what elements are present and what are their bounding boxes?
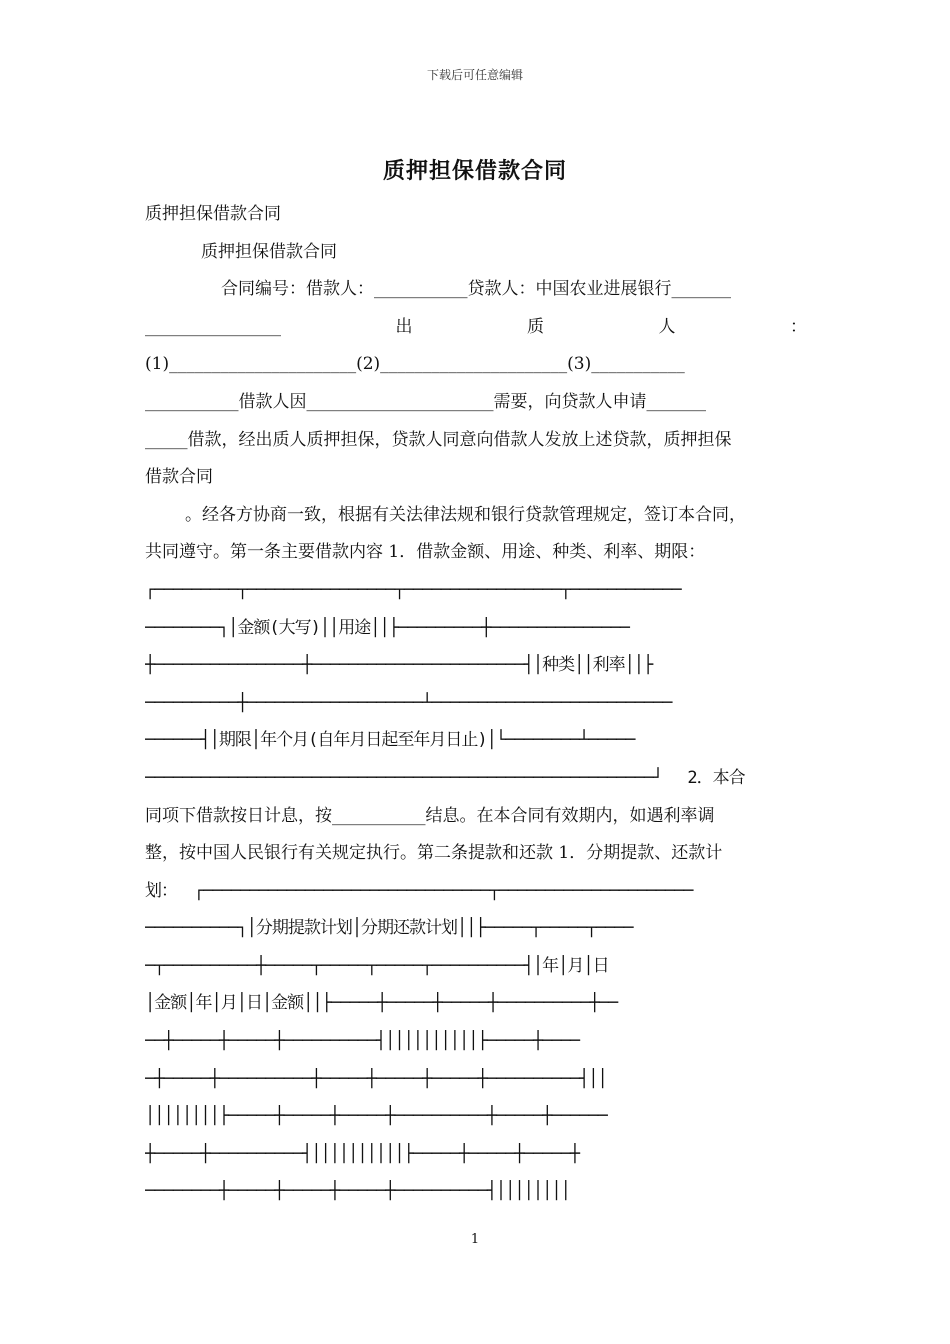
body-line: (1)______________________(2)______________________(3)___________: [145, 354, 685, 375]
table-text-line: ┌─────────┬────────────────┬─────────────────┬────────────: [145, 579, 681, 600]
body-line: 借款合同: [145, 467, 213, 488]
table-text-line: ────────┐│金额(大写)││用途││├─────────┼───────────────: [145, 617, 629, 638]
body-line: 质押担保借款合同: [201, 241, 337, 262]
table-text-line: ────────┼─────┼─────┼─────┼──────────┤││││││││: [145, 1181, 570, 1202]
table-text-line: ││││││││├─────┼─────┼─────┼──────────┼─────┼──────: [145, 1106, 607, 1127]
table-text-line: ──────┤│期限│年个月(自年月日起至年月日止)│└────────┴─────: [145, 730, 635, 751]
underline-blank: ________________: [145, 316, 281, 337]
document-title: 质押担保借款合同: [382, 158, 567, 184]
table-text-line: ──────────┐│分期提款计划│分期还款计划││├─────┬─────┬────: [145, 918, 633, 939]
document-body: [145, 196, 807, 1211]
table-text-line: ─┼─────┼──────────┼─────┼─────┼─────┼──────────┤││: [145, 1068, 607, 1089]
page-header-note: 下载后可任意编辑: [426, 68, 523, 82]
table-text-line: │金额│年│月│日│金额││├─────┼─────┼─────┼──────────┼──: [145, 993, 618, 1014]
body-line: 质押担保借款合同: [145, 204, 281, 224]
pledgor-line: [145, 309, 807, 347]
pledgor-char: 人: [658, 316, 676, 337]
table-text-line: 划： ┌───────────────────────────────┬─────────────────────: [145, 880, 693, 901]
pledgor-char: 质: [527, 316, 544, 337]
table-text-line: ───────────────────────────────────────────────────────┘ 2．本合: [145, 767, 745, 788]
body-line: ___________借款人因______________________需要，向贷款人申请_______: [145, 391, 706, 412]
table-text-line: ─┬──────────┼─────┬─────┬─────┬──────────┤│年│月│日: [145, 955, 609, 976]
table-text-line: ──────────┼───────────────────┴──────────────────────────: [145, 692, 672, 713]
body-line: 。经各方协商一致，根据有关法律法规和银行贷款管理规定，签订本合同，: [185, 504, 746, 525]
body-line: _____借款，经出质人质押担保，贷款人同意向借款人发放上述贷款，质押担保: [145, 429, 732, 450]
body-line: 整，按中国人民银行有关规定执行。第二条提款和还款 1．分期提款、还款计: [145, 843, 723, 864]
body-line: 同项下借款按日计息，按___________结息。在本合同有效期内，如遇利率调: [145, 805, 715, 826]
table-text-line: ──┼─────┼─────┼──────────┤││││││││││├─────┼────: [145, 1031, 580, 1052]
page-number: 1: [470, 1232, 480, 1247]
table-text-line: ┼────────────────┼───────────────────────┤│种类││利率││├: [145, 655, 653, 676]
body-line: 合同编号：借款人：___________贷款人：中国农业进展银行_______: [221, 279, 731, 300]
body-line: 共同遵守。第一条主要借款内容 1．借款金额、用途、种类、利率、期限：: [145, 542, 706, 563]
table-text-line: ┼─────┼──────────┤││││││││││├─────┼─────┼─────┼: [145, 1143, 580, 1164]
pledgor-char: 出: [395, 316, 413, 337]
pledgor-char: ：: [790, 316, 807, 337]
